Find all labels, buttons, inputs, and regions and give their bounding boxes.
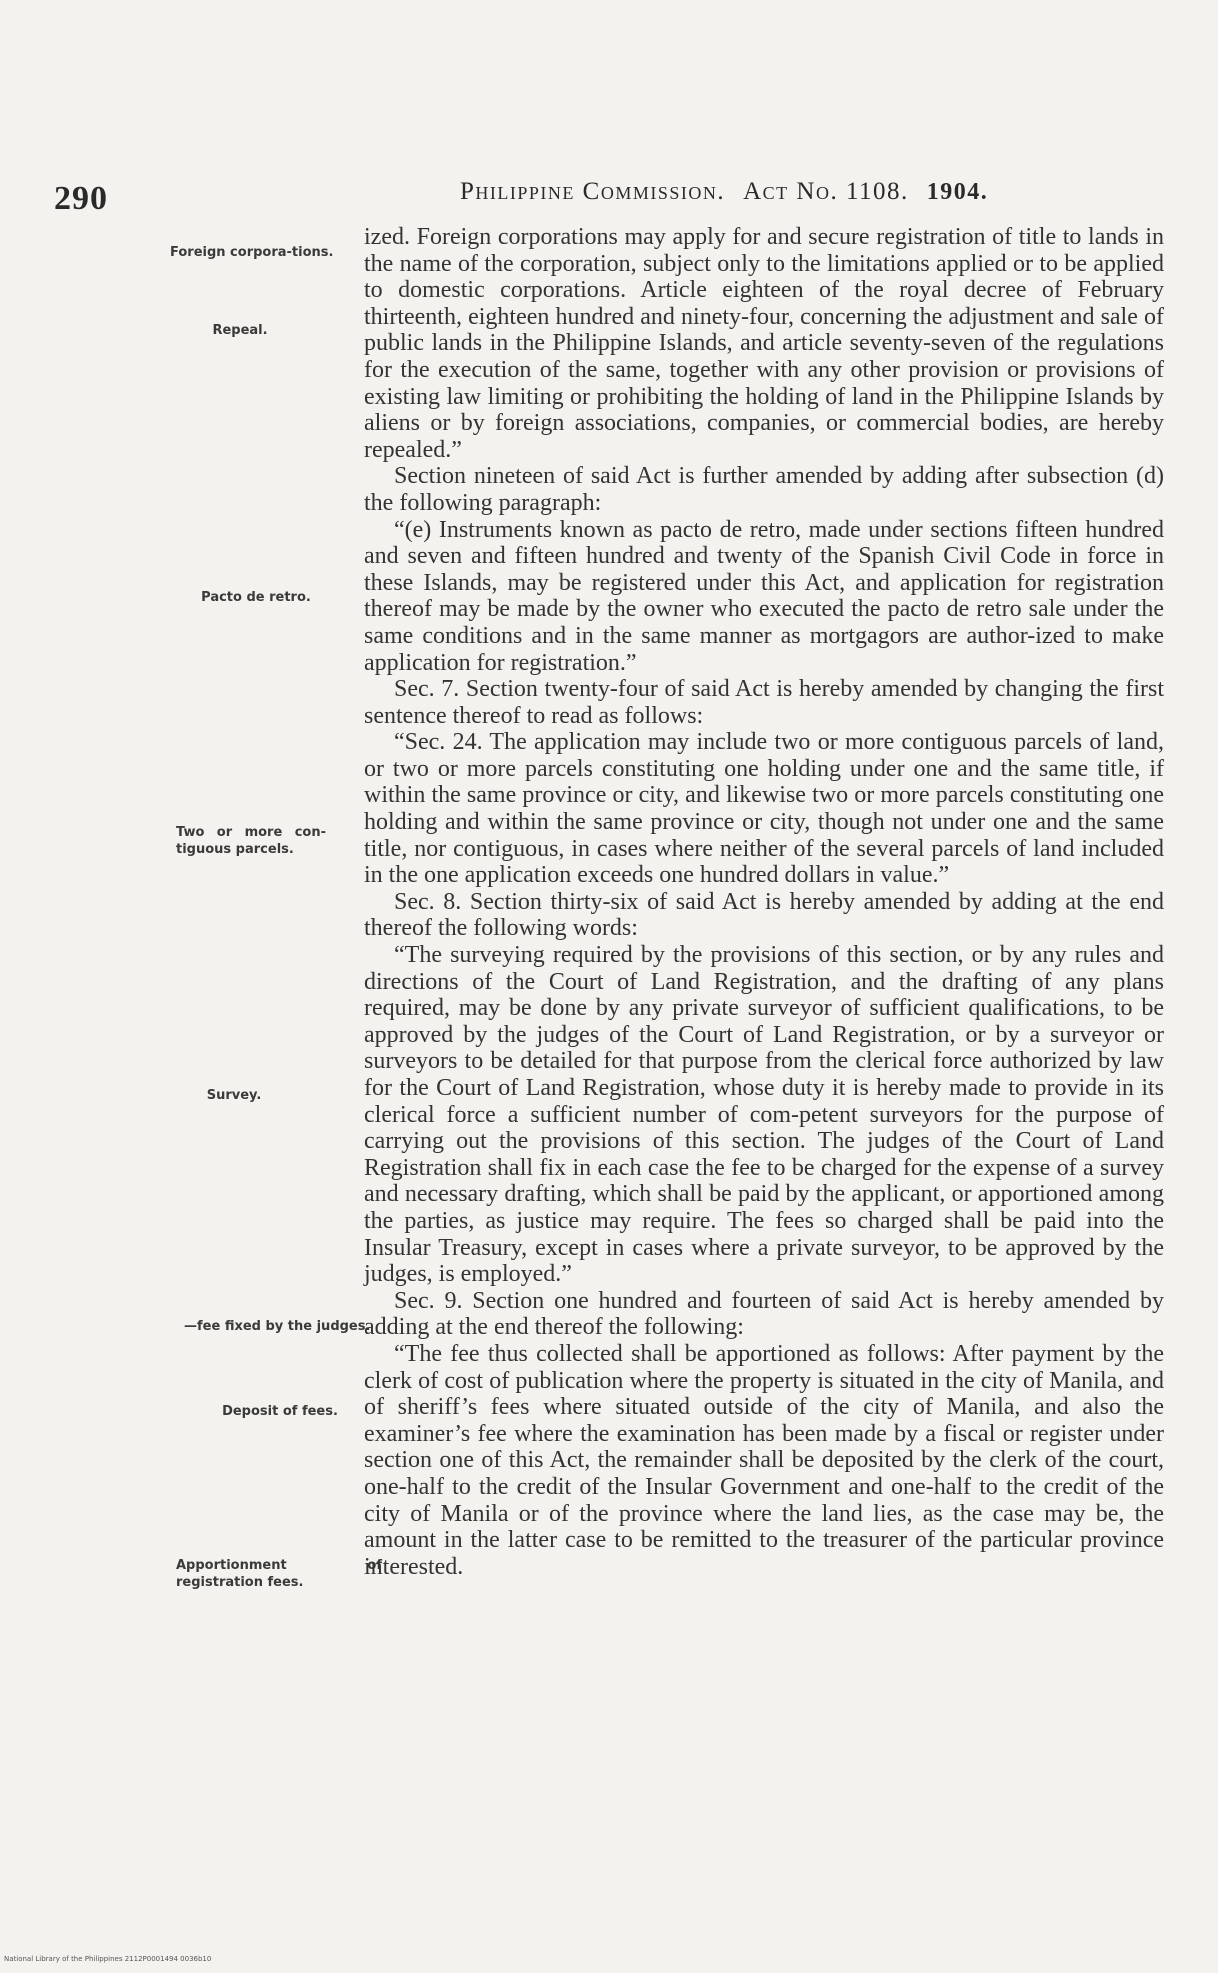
running-head-act: Act No. 1108. — [743, 178, 909, 205]
sidenote-deposit-of-fees: Deposit of fees. — [222, 1404, 338, 1419]
paragraph-pacto-de-retro: “(e) Instruments known as pacto de retro, made under sections fifteen hundred and seven and fifteen hundred and twenty of the Spanish Civil Code in force in these Islands, may be registered under this Act, and application for registration thereof may be made by the owner who executed the pacto de retro sale under the same conditions and in the same manner as mortgagors are author-ized to make application for registration.” — [364, 516, 1164, 676]
scan-footer: National Library of the Philippines 2112P0001494 0036b10 — [4, 1955, 212, 1963]
running-head — [460, 178, 1100, 206]
sidenote-repeal: Repeal. — [212, 323, 268, 338]
sidenote-contiguous-parcels: Two or more con-tiguous parcels. — [176, 825, 326, 857]
sidenote-pacto-de-retro: Pacto de retro. — [201, 590, 311, 605]
margin-notes — [0, 0, 380, 1973]
paragraph-sec-9: Sec. 9. Section one hundred and fourteen of said Act is hereby amended by adding at the end thereof the following: — [364, 1287, 1164, 1341]
paragraph-section-nineteen: Section nineteen of said Act is further amended by adding after subsection (d) the following paragraph: — [364, 463, 1164, 516]
paragraph-foreign-corporations: ized. Foreign corporations may apply for and secure registration of title to lands in the name of the corporation, subject only to the limitations applied or to be applied to domestic corporations. Article eighteen of the royal decree of February thirteenth, eighteen hundred and ninety-four, concerning the adjustment and sale of public lands in the Philippine Islands, and article seventy-seven of the regulations for the execution of the same, together with any other provision or provisions of existing law limiting or prohibiting the holding of land in the Philippine Islands by aliens or by foreign associations, companies, or commercial bodies, are hereby repealed.” — [364, 224, 1164, 463]
paragraph-sec-24: “Sec. 24. The application may include two or more contiguous parcels of land, or two or more parcels constituting one holding under one and the same title, if within the same province or city, and likewise two or more parcels constituting one holding and within the same province or city, though not under one and the same title, nor contiguous, in cases where neither of the several parcels of land included in the one application exceeds one hundred dollars in value.” — [364, 729, 1164, 889]
paragraph-sec-7: Sec. 7. Section twenty-four of said Act is hereby amended by changing the first sentence thereof to read as follows: — [364, 676, 1164, 729]
paragraph-surveying: “The surveying required by the provisions of this section, or by any rules and directions of the Court of Land Registration, and the drafting of any plans required, may be done by any private surveyor of sufficient qualifications, to be approved by the judges of the Court of Land Registration, or by a surveyor or surveyors to be detailed for that purpose from the clerical force authorized by law for the Court of Land Registration, whose duty it is hereby made to provide in its clerical force a sufficient number of com-petent surveyors for the purpose of carrying out the provisions of this section. The judges of the Court of Land Registration shall fix in each case the fee to be charged for the expense of a survey and necessary drafting, which shall be paid by the applicant, or apportioned among the parties, as justice may require. The fees so charged shall be paid into the Insular Treasury, except in cases where a private surveyor, to be approved by the judges, is employed.” — [364, 942, 1164, 1288]
page-number: 290 — [54, 180, 108, 217]
running-head-year: 1904. — [926, 179, 989, 205]
running-head-commission: Philippine Commission. — [460, 178, 726, 205]
sidenote-foreign-corporations: Foreign corpora-tions. — [170, 245, 334, 260]
sidenote-apportionment: Apportionment of registration fees. — [176, 1558, 382, 1590]
paragraph-sec-8: Sec. 8. Section thirty-six of said Act is hereby amended by adding at the end thereof the following words: — [364, 888, 1164, 942]
sidenote-survey: Survey. — [206, 1088, 262, 1103]
paragraph-fee-apportionment: “The fee thus collected shall be apportioned as follows: After payment by the clerk of cost of publication where the property is situated in the city of Manila, and of sheriff’s fees where situated outside of the city of Manila, and also the examiner’s fee where the examination has been made by a fiscal or register under section one of this Act, the remainder shall be deposited by the clerk of the court, one-half to the credit of the Insular Government and one-half to the credit of the city of Manila or of the province where the land lies, as the case may be, the amount in the latter case to be remitted to the treasurer of the particular province interested. — [364, 1340, 1164, 1580]
body-text — [364, 224, 1164, 1580]
sidenote-fee-fixed: —fee fixed by the judges. — [184, 1319, 371, 1334]
